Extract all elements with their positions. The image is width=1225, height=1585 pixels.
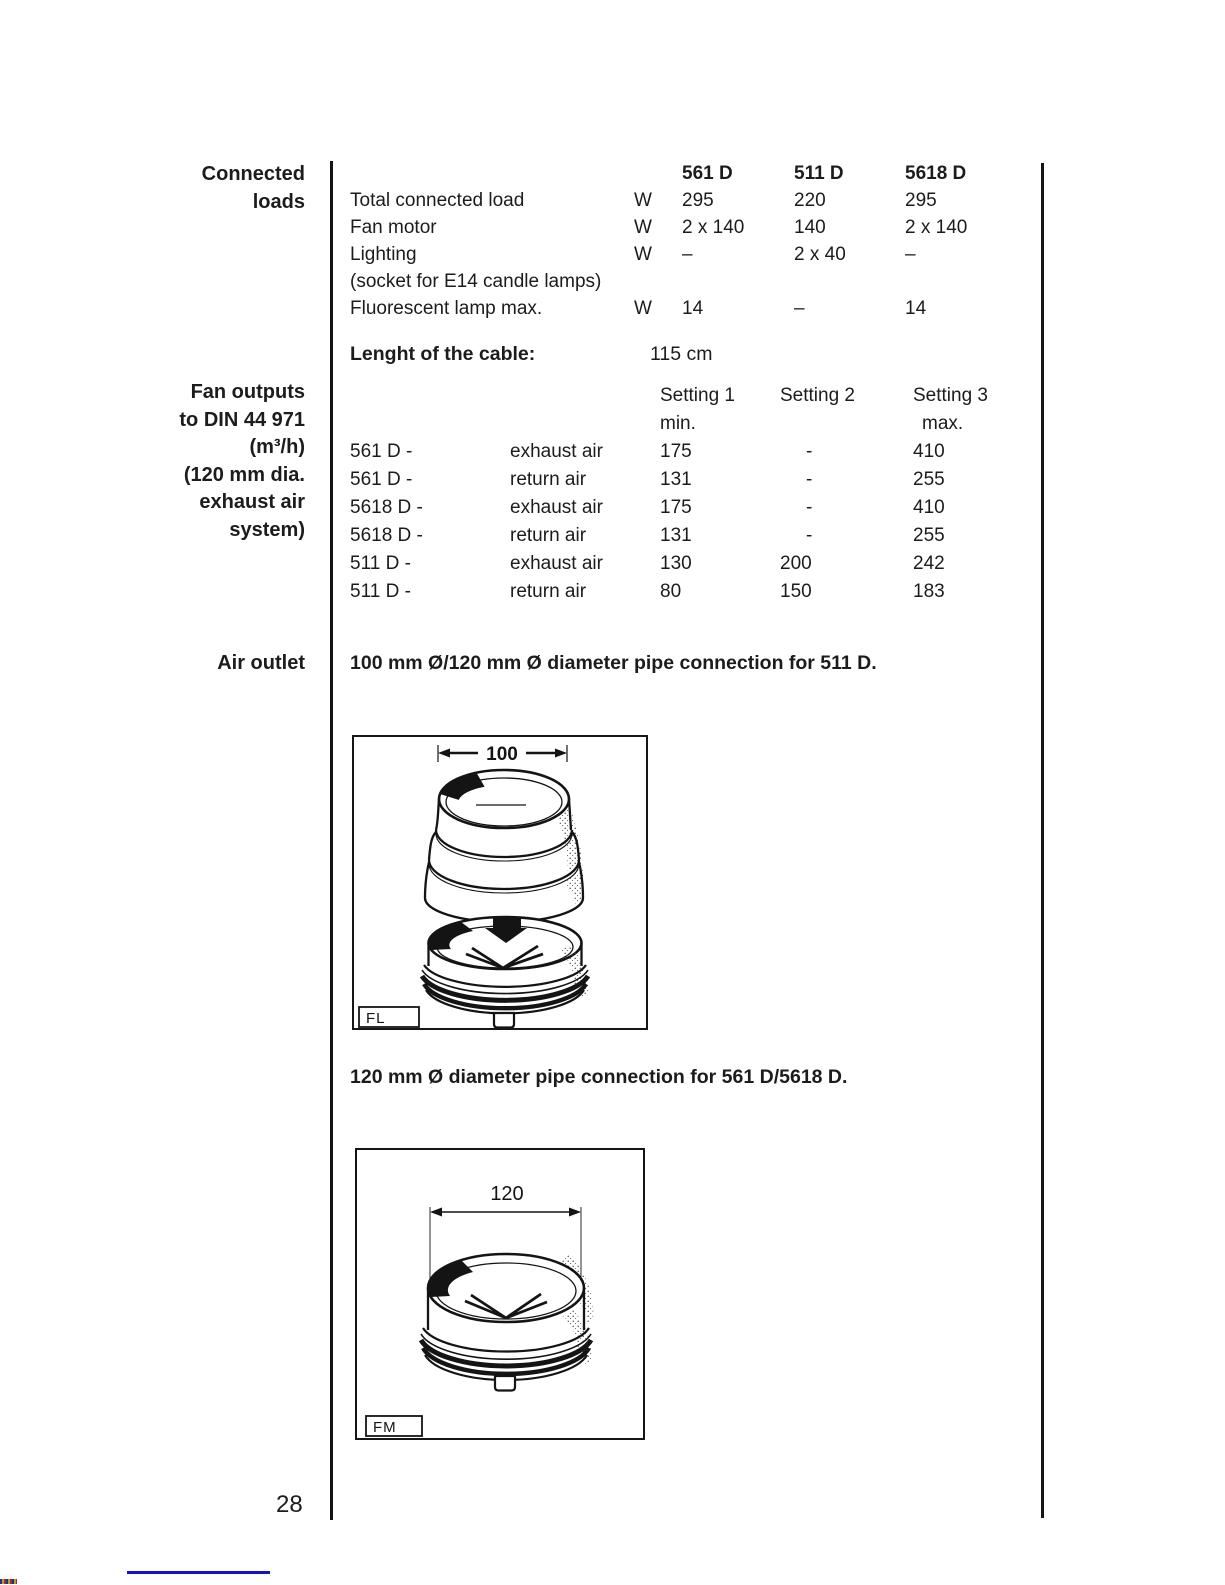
value-cell: 150 <box>780 581 812 602</box>
value-cell: 2 x 140 <box>905 217 968 238</box>
cable-length-line <box>350 341 713 368</box>
dimension-value: 100 <box>486 744 518 765</box>
row-label: Fan motor <box>350 217 437 238</box>
column-header: 5618 D <box>905 163 967 184</box>
dimension-value: 120 <box>490 1183 524 1205</box>
fan-outputs-label-line: (m³/h) <box>249 436 305 458</box>
table-cell <box>780 410 913 438</box>
row-label: Lighting <box>350 244 417 265</box>
air-type-cell: return air <box>510 525 587 546</box>
value-cell: – <box>682 244 693 265</box>
value-cell: – <box>905 244 916 265</box>
fan-outputs-label-line: Fan outputs <box>190 381 305 403</box>
model-cell: 561 D - <box>350 441 413 462</box>
value-cell: 295 <box>905 190 937 211</box>
table-cell <box>350 160 634 187</box>
table-cell <box>350 382 510 410</box>
fan-outputs-label-line: system) <box>229 518 305 541</box>
fan-outputs-label <box>25 379 305 544</box>
fan-outputs-label-line: to DIN 44 971 <box>179 408 305 431</box>
column-header: Setting 1 <box>660 385 735 406</box>
column-subheader: max. <box>922 413 964 434</box>
value-cell: 131 <box>660 525 692 546</box>
fan-outputs-label-line: (120 mm dia. <box>183 463 305 486</box>
unit-cell: W <box>634 244 652 265</box>
value-cell: 242 <box>913 553 945 574</box>
value-cell: 140 <box>794 217 826 238</box>
column-header: Setting 3 <box>913 385 988 406</box>
model-cell: 5618 D - <box>350 525 423 546</box>
scan-underline-artifact <box>127 1571 270 1574</box>
air-outlet-label-line: Air outlet <box>217 652 305 674</box>
connected-loads-label <box>25 161 305 216</box>
column-header: 561 D <box>682 163 733 184</box>
value-cell: - <box>806 525 813 546</box>
table-cell <box>634 160 682 187</box>
figure-tag: FM <box>373 1419 397 1436</box>
pipe-adapter-drawing <box>354 737 646 1028</box>
figure-tag: FL <box>366 1010 386 1027</box>
left-column-rule <box>330 161 333 1520</box>
dimension-arrow-left <box>438 749 450 758</box>
air-type-cell: return air <box>510 581 587 602</box>
table-cell <box>350 410 510 438</box>
table-cell <box>510 410 660 438</box>
value-cell: 410 <box>913 441 945 462</box>
connected-loads-label-line: Connected <box>201 163 305 185</box>
row-label: Total connected load <box>350 190 525 211</box>
row-label: Fluorescent lamp max. <box>350 298 543 319</box>
column-subheader: min. <box>660 413 696 434</box>
column-header: 511 D <box>794 163 844 184</box>
value-cell: 175 <box>660 497 692 518</box>
air-type-cell: exhaust air <box>510 497 603 518</box>
pipe-connection-caption-561: 120 mm Ø diameter pipe connection for 561 D/5618 D. <box>350 1066 848 1088</box>
connected-loads-label-line: loads <box>252 190 305 213</box>
air-type-cell: return air <box>510 469 587 490</box>
air-type-cell: exhaust air <box>510 553 603 574</box>
value-cell: 220 <box>794 190 826 211</box>
connected-loads-table <box>350 160 1040 322</box>
alignment-notch <box>494 1013 514 1028</box>
air-outlet-label <box>25 650 305 678</box>
model-cell: 561 D - <box>350 469 413 490</box>
scan-corner-mark <box>0 1579 17 1584</box>
column-header: Setting 2 <box>780 385 855 406</box>
model-cell: 5618 D - <box>350 497 423 518</box>
pipe-adapter-diagram-100mm <box>352 735 648 1030</box>
table-cell <box>510 382 660 410</box>
model-cell: 511 D - <box>350 553 411 574</box>
unit-cell: W <box>634 217 652 238</box>
value-cell: 183 <box>913 581 945 602</box>
alignment-notch <box>495 1376 515 1391</box>
unit-cell: W <box>634 298 652 319</box>
value-cell: 80 <box>660 581 682 602</box>
cable-length-label: Lenght of the cable: <box>350 343 536 365</box>
right-margin-rule <box>1041 163 1044 1518</box>
page-number: 28 <box>276 1491 303 1518</box>
value-cell: 2 x 140 <box>682 217 745 238</box>
value-cell: 410 <box>913 497 945 518</box>
pipe-connection-diagram-120mm <box>355 1148 645 1440</box>
value-cell: 175 <box>660 441 692 462</box>
unit-cell: W <box>634 190 652 211</box>
dimension-arrow-right <box>555 749 567 758</box>
value-cell: 2 x 40 <box>794 244 846 265</box>
fan-outputs-label-line: exhaust air <box>199 491 305 513</box>
air-type-cell: exhaust air <box>510 441 603 462</box>
dimension-arrow-right <box>569 1208 581 1217</box>
dimension-arrow-left <box>430 1208 442 1217</box>
value-cell: - <box>806 497 813 518</box>
value-cell: 295 <box>682 190 714 211</box>
pipe-connection-caption-511: 100 mm Ø/120 mm Ø diameter pipe connection for 511 D. <box>350 652 877 674</box>
value-cell: 14 <box>905 298 927 319</box>
value-cell: 255 <box>913 525 945 546</box>
value-cell: 14 <box>682 298 704 319</box>
value-cell: 255 <box>913 469 945 490</box>
fan-outputs-table <box>350 382 1040 606</box>
value-cell: - <box>806 469 813 490</box>
value-cell: 130 <box>660 553 692 574</box>
value-cell: 131 <box>660 469 692 490</box>
value-cell: 200 <box>780 553 812 574</box>
cable-length-value: 115 cm <box>650 343 713 365</box>
value-cell: – <box>794 298 805 319</box>
row-label: (socket for E14 candle lamps) <box>350 271 602 292</box>
model-cell: 511 D - <box>350 581 411 602</box>
pipe-connection-drawing <box>357 1150 643 1438</box>
value-cell: - <box>806 441 813 462</box>
